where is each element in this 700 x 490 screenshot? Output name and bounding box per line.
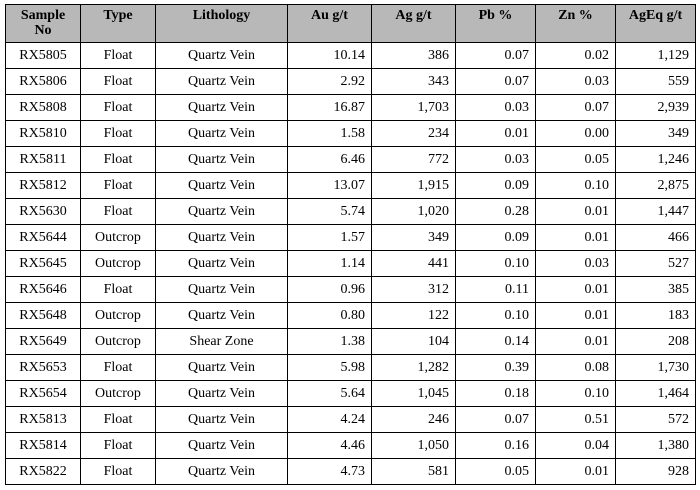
zn-cell: 0.08 — [536, 355, 616, 381]
au-cell: 5.98 — [288, 355, 372, 381]
type-cell: Outcrop — [81, 329, 156, 355]
type-cell: Float — [81, 277, 156, 303]
lithology-cell: Quartz Vein — [156, 251, 288, 277]
table-row — [6, 329, 696, 355]
pb-cell: 0.03 — [456, 95, 536, 121]
table-row — [6, 355, 696, 381]
sample-no-cell: RX5653 — [6, 355, 81, 381]
au-cell: 4.24 — [288, 407, 372, 433]
sample-no-cell: RX5814 — [6, 433, 81, 459]
type-cell: Outcrop — [81, 225, 156, 251]
ag-cell: 441 — [372, 251, 456, 277]
lithology-cell: Quartz Vein — [156, 277, 288, 303]
au-cell: 1.57 — [288, 225, 372, 251]
type-cell: Float — [81, 121, 156, 147]
ag-cell: 581 — [372, 459, 456, 485]
au-cell: 4.73 — [288, 459, 372, 485]
au-cell: 1.38 — [288, 329, 372, 355]
au-cell: 1.14 — [288, 251, 372, 277]
type-cell: Outcrop — [81, 251, 156, 277]
lithology-cell: Quartz Vein — [156, 381, 288, 407]
ag-cell: 246 — [372, 407, 456, 433]
lithology-cell: Quartz Vein — [156, 355, 288, 381]
ag-cell: 343 — [372, 69, 456, 95]
zn-cell: 0.01 — [536, 199, 616, 225]
lithology-cell: Quartz Vein — [156, 459, 288, 485]
table-row — [6, 459, 696, 485]
pb-cell: 0.10 — [456, 303, 536, 329]
zn-cell: 0.51 — [536, 407, 616, 433]
ag-cell: 1,050 — [372, 433, 456, 459]
ageq-cell: 1,464 — [616, 381, 696, 407]
table-row — [6, 173, 696, 199]
type-cell: Float — [81, 433, 156, 459]
lithology-cell: Quartz Vein — [156, 95, 288, 121]
ag-cell: 1,915 — [372, 173, 456, 199]
ageq-cell: 208 — [616, 329, 696, 355]
ageq-cell: 1,730 — [616, 355, 696, 381]
sample-no-cell: RX5648 — [6, 303, 81, 329]
zn-cell: 0.10 — [536, 173, 616, 199]
sample-no-cell: RX5805 — [6, 43, 81, 69]
sample-no-cell: RX5654 — [6, 381, 81, 407]
pb-cell: 0.05 — [456, 459, 536, 485]
ag-cell: 386 — [372, 43, 456, 69]
header-ageq: AgEq g/t — [616, 5, 696, 43]
lithology-cell: Quartz Vein — [156, 199, 288, 225]
pb-cell: 0.39 — [456, 355, 536, 381]
ageq-cell: 1,246 — [616, 147, 696, 173]
lithology-cell: Quartz Vein — [156, 225, 288, 251]
zn-cell: 0.02 — [536, 43, 616, 69]
sample-no-cell: RX5813 — [6, 407, 81, 433]
table-row — [6, 251, 696, 277]
pb-cell: 0.14 — [456, 329, 536, 355]
table-row — [6, 381, 696, 407]
sample-no-cell: RX5808 — [6, 95, 81, 121]
au-cell: 6.46 — [288, 147, 372, 173]
table-row — [6, 199, 696, 225]
pb-cell: 0.18 — [456, 381, 536, 407]
ag-cell: 1,703 — [372, 95, 456, 121]
ageq-cell: 1,129 — [616, 43, 696, 69]
lithology-cell: Quartz Vein — [156, 43, 288, 69]
sample-no-cell: RX5649 — [6, 329, 81, 355]
type-cell: Float — [81, 407, 156, 433]
ag-cell: 772 — [372, 147, 456, 173]
au-cell: 10.14 — [288, 43, 372, 69]
ageq-cell: 183 — [616, 303, 696, 329]
lithology-cell: Shear Zone — [156, 329, 288, 355]
lithology-cell: Quartz Vein — [156, 407, 288, 433]
pb-cell: 0.07 — [456, 407, 536, 433]
table-row — [6, 303, 696, 329]
ageq-cell: 2,875 — [616, 173, 696, 199]
zn-cell: 0.01 — [536, 277, 616, 303]
type-cell: Float — [81, 173, 156, 199]
pb-cell: 0.09 — [456, 173, 536, 199]
ageq-cell: 1,380 — [616, 433, 696, 459]
lithology-cell: Quartz Vein — [156, 121, 288, 147]
zn-cell: 0.00 — [536, 121, 616, 147]
header-ag: Ag g/t — [372, 5, 456, 43]
header-row — [6, 5, 696, 43]
header-type: Type — [81, 5, 156, 43]
type-cell: Float — [81, 95, 156, 121]
zn-cell: 0.04 — [536, 433, 616, 459]
sample-no-cell: RX5822 — [6, 459, 81, 485]
sample-no-cell: RX5811 — [6, 147, 81, 173]
ageq-cell: 385 — [616, 277, 696, 303]
ag-cell: 349 — [372, 225, 456, 251]
table-row — [6, 43, 696, 69]
au-cell: 0.96 — [288, 277, 372, 303]
pb-cell: 0.09 — [456, 225, 536, 251]
ageq-cell: 928 — [616, 459, 696, 485]
sample-no-cell: RX5630 — [6, 199, 81, 225]
ageq-cell: 527 — [616, 251, 696, 277]
header-lithology: Lithology — [156, 5, 288, 43]
ag-cell: 122 — [372, 303, 456, 329]
header-pb: Pb % — [456, 5, 536, 43]
pb-cell: 0.11 — [456, 277, 536, 303]
lithology-cell: Quartz Vein — [156, 69, 288, 95]
header-au: Au g/t — [288, 5, 372, 43]
pb-cell: 0.01 — [456, 121, 536, 147]
ageq-cell: 466 — [616, 225, 696, 251]
pb-cell: 0.16 — [456, 433, 536, 459]
pb-cell: 0.10 — [456, 251, 536, 277]
au-cell: 16.87 — [288, 95, 372, 121]
zn-cell: 0.10 — [536, 381, 616, 407]
zn-cell: 0.03 — [536, 69, 616, 95]
type-cell: Float — [81, 43, 156, 69]
au-cell: 5.64 — [288, 381, 372, 407]
au-cell: 5.74 — [288, 199, 372, 225]
type-cell: Outcrop — [81, 303, 156, 329]
zn-cell: 0.01 — [536, 459, 616, 485]
ag-cell: 104 — [372, 329, 456, 355]
pb-cell: 0.03 — [456, 147, 536, 173]
pb-cell: 0.07 — [456, 43, 536, 69]
ageq-cell: 2,939 — [616, 95, 696, 121]
au-cell: 13.07 — [288, 173, 372, 199]
ag-cell: 312 — [372, 277, 456, 303]
zn-cell: 0.03 — [536, 251, 616, 277]
ag-cell: 234 — [372, 121, 456, 147]
type-cell: Float — [81, 459, 156, 485]
au-cell: 0.80 — [288, 303, 372, 329]
ageq-cell: 349 — [616, 121, 696, 147]
table-row — [6, 433, 696, 459]
ageq-cell: 559 — [616, 69, 696, 95]
ag-cell: 1,282 — [372, 355, 456, 381]
au-cell: 1.58 — [288, 121, 372, 147]
table-row — [6, 147, 696, 173]
lithology-cell: Quartz Vein — [156, 147, 288, 173]
type-cell: Float — [81, 199, 156, 225]
pb-cell: 0.28 — [456, 199, 536, 225]
ageq-cell: 572 — [616, 407, 696, 433]
lithology-cell: Quartz Vein — [156, 303, 288, 329]
sample-no-cell: RX5646 — [6, 277, 81, 303]
ag-cell: 1,045 — [372, 381, 456, 407]
header-sample-no: Sample No — [6, 5, 81, 43]
table-row — [6, 95, 696, 121]
ag-cell: 1,020 — [372, 199, 456, 225]
type-cell: Float — [81, 147, 156, 173]
sample-no-cell: RX5644 — [6, 225, 81, 251]
type-cell: Outcrop — [81, 381, 156, 407]
table-row — [6, 225, 696, 251]
ageq-cell: 1,447 — [616, 199, 696, 225]
zn-cell: 0.07 — [536, 95, 616, 121]
table-row — [6, 277, 696, 303]
sample-no-cell: RX5810 — [6, 121, 81, 147]
sample-no-cell: RX5806 — [6, 69, 81, 95]
zn-cell: 0.01 — [536, 225, 616, 251]
table-body — [6, 43, 696, 485]
au-cell: 4.46 — [288, 433, 372, 459]
table-row — [6, 69, 696, 95]
zn-cell: 0.01 — [536, 303, 616, 329]
zn-cell: 0.05 — [536, 147, 616, 173]
lithology-cell: Quartz Vein — [156, 433, 288, 459]
pb-cell: 0.07 — [456, 69, 536, 95]
header-zn: Zn % — [536, 5, 616, 43]
au-cell: 2.92 — [288, 69, 372, 95]
sample-no-cell: RX5645 — [6, 251, 81, 277]
sample-no-cell: RX5812 — [6, 173, 81, 199]
type-cell: Float — [81, 69, 156, 95]
table-row — [6, 407, 696, 433]
table-row — [6, 121, 696, 147]
lithology-cell: Quartz Vein — [156, 173, 288, 199]
type-cell: Float — [81, 355, 156, 381]
assay-results-table — [5, 4, 696, 485]
zn-cell: 0.01 — [536, 329, 616, 355]
